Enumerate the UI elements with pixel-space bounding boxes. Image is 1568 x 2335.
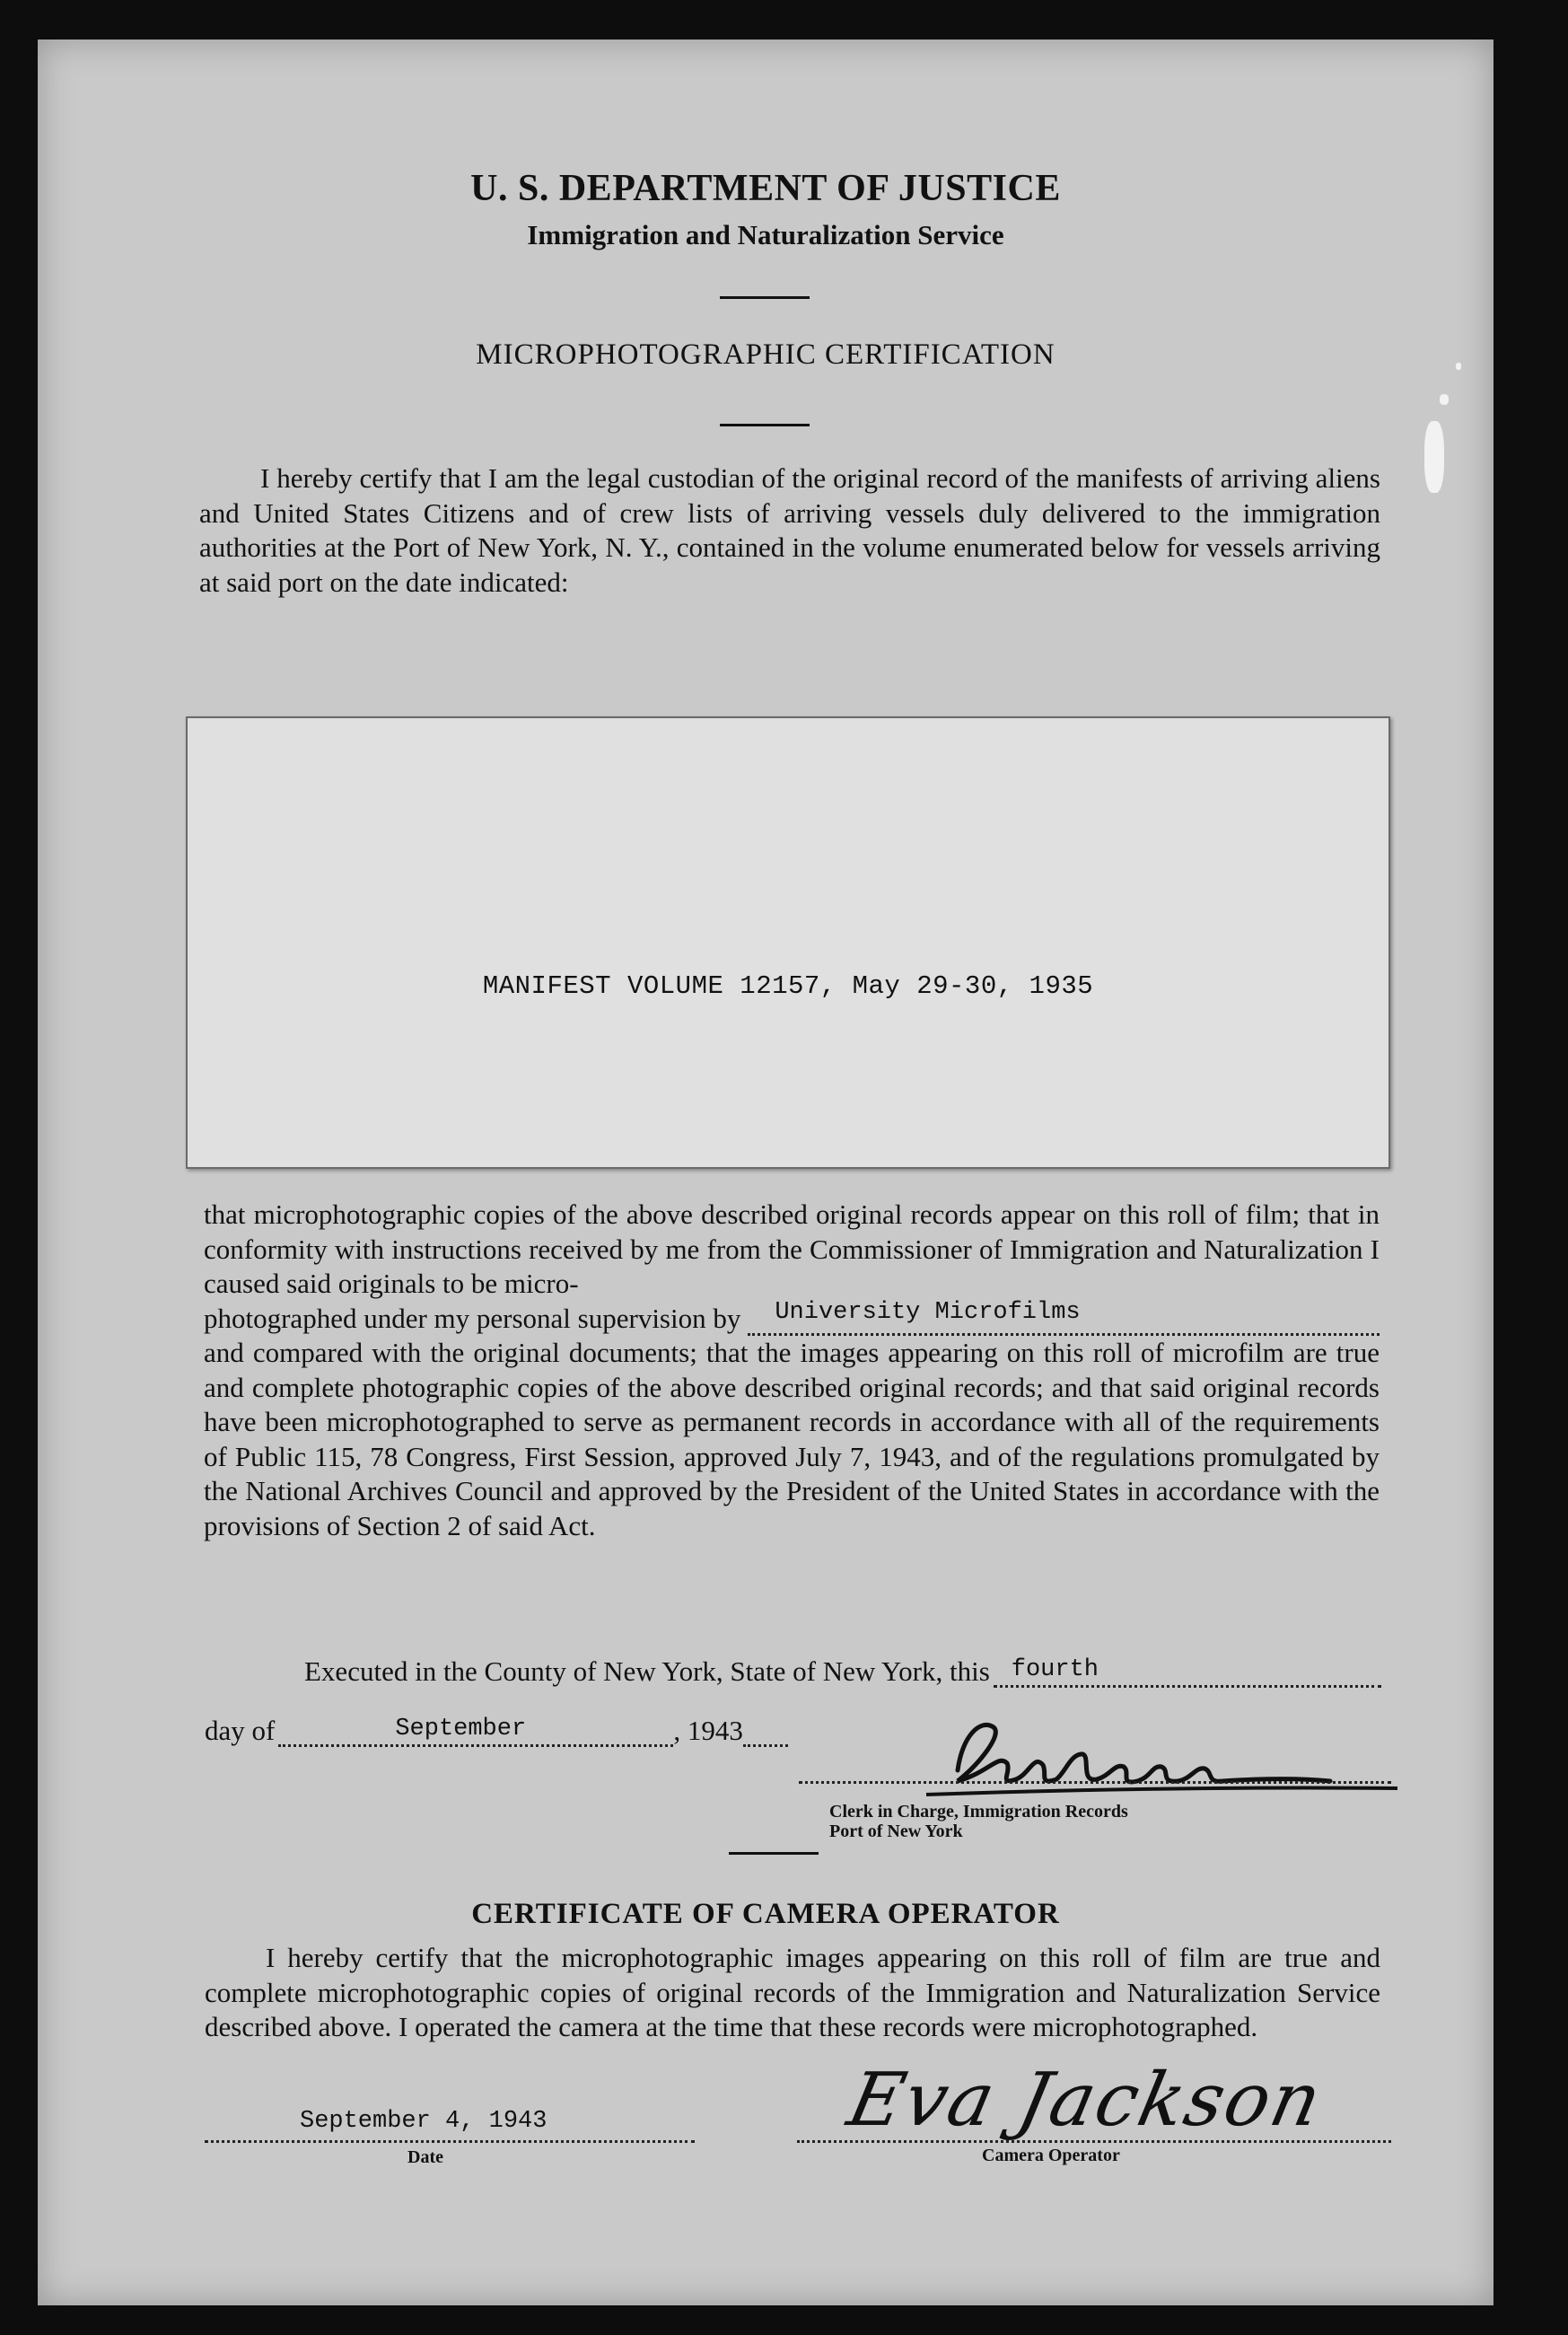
camera-certificate-paragraph <box>205 1941 1380 2045</box>
divider <box>729 1852 819 1855</box>
operator-signature: Eva Jackson <box>840 2058 1330 2143</box>
intro-paragraph <box>199 461 1380 600</box>
clerk-signature-line <box>799 1781 1391 1784</box>
clerk-title-line1: Clerk in Charge, Immigration Records <box>829 1802 1128 1821</box>
month-field <box>278 1716 673 1747</box>
day-field <box>994 1656 1381 1688</box>
certification-heading: MICROPHOTOGRAPHIC CERTIFICATION <box>476 338 1056 371</box>
clerk-signature <box>872 1700 1402 1817</box>
camera-certificate-text: I hereby certify that the microphotographic images appearing on this roll of film are true and complete microphotographic copies of original records of the Immigration and Naturalization Service described above. I operated the camera at the time that these records were microphotographed. <box>205 1942 1380 2042</box>
body-text-part1: that microphotographic copies of the above described original records appear on this roll of film; that in conformity with instructions received by me from the Commissioner of Immigration and Naturalization I caused said originals to be micro- <box>204 1198 1380 1299</box>
operator-date-value: September 4, 1943 <box>300 2108 547 2135</box>
divider <box>720 296 810 299</box>
operator-label: Camera Operator <box>982 2146 1120 2165</box>
supervision-line <box>204 1298 1380 1337</box>
department-title: U. S. DEPARTMENT OF JUSTICE <box>470 168 1061 209</box>
month-value: September <box>395 1716 527 1742</box>
intro-text: I hereby certify that I am the legal custodian of the original record of the manifests of arriving aliens and United States Citizens and of crew lists of arriving vessels duly delivered to the immigration authorities at the Port of New York, N. Y., contained in the volume enumerated below for vessels arriving at said port on the date indicated: <box>199 462 1380 598</box>
clerk-title <box>829 1802 1128 1841</box>
film-scratch-mark <box>1424 421 1444 493</box>
body-text-part2: and compared with the original documents; that the images appearing on this roll of microfilm are true and complete photographic copies of the above described original records; and that said original records have been microphotographed to serve as permanent records in accordance with all of the requirements of Public 115, 78 Congress, First Session, approved July 7, 1943, and of the regulations promulgated by the National Archives Council and approved by the President of the United States in accordance with the provisions of Section 2 of said Act. <box>204 1337 1380 1541</box>
date-line <box>205 1715 788 1747</box>
supervisor-field <box>748 1298 1380 1336</box>
service-subtitle: Immigration and Naturalization Service <box>527 219 1004 250</box>
film-scratch-mark <box>1440 394 1449 405</box>
volume-box <box>186 716 1390 1169</box>
execution-prefix: Executed in the County of New York, State of New York, this <box>304 1655 990 1687</box>
manifest-volume-text: MANIFEST VOLUME 12157, May 29-30, 1935 <box>482 971 1094 1001</box>
certificate-page <box>38 40 1494 2305</box>
year-dots <box>743 1721 788 1747</box>
supervision-prefix: photographed under my personal supervision by <box>204 1302 741 1334</box>
divider <box>720 424 810 426</box>
day-value: fourth <box>1011 1656 1099 1683</box>
body-paragraph <box>204 1198 1380 1543</box>
supervisor-value: University Microfilms <box>775 1298 1081 1326</box>
execution-line <box>304 1655 1381 1688</box>
operator-date-label: Date <box>407 2147 443 2167</box>
camera-certificate-heading: CERTIFICATE OF CAMERA OPERATOR <box>471 1898 1060 1930</box>
year-digit: 3 <box>729 1715 743 1746</box>
clerk-title-line2: Port of New York <box>829 1821 963 1841</box>
day-of-label: day of <box>205 1715 276 1746</box>
year-prefix: , 194 <box>673 1715 730 1746</box>
